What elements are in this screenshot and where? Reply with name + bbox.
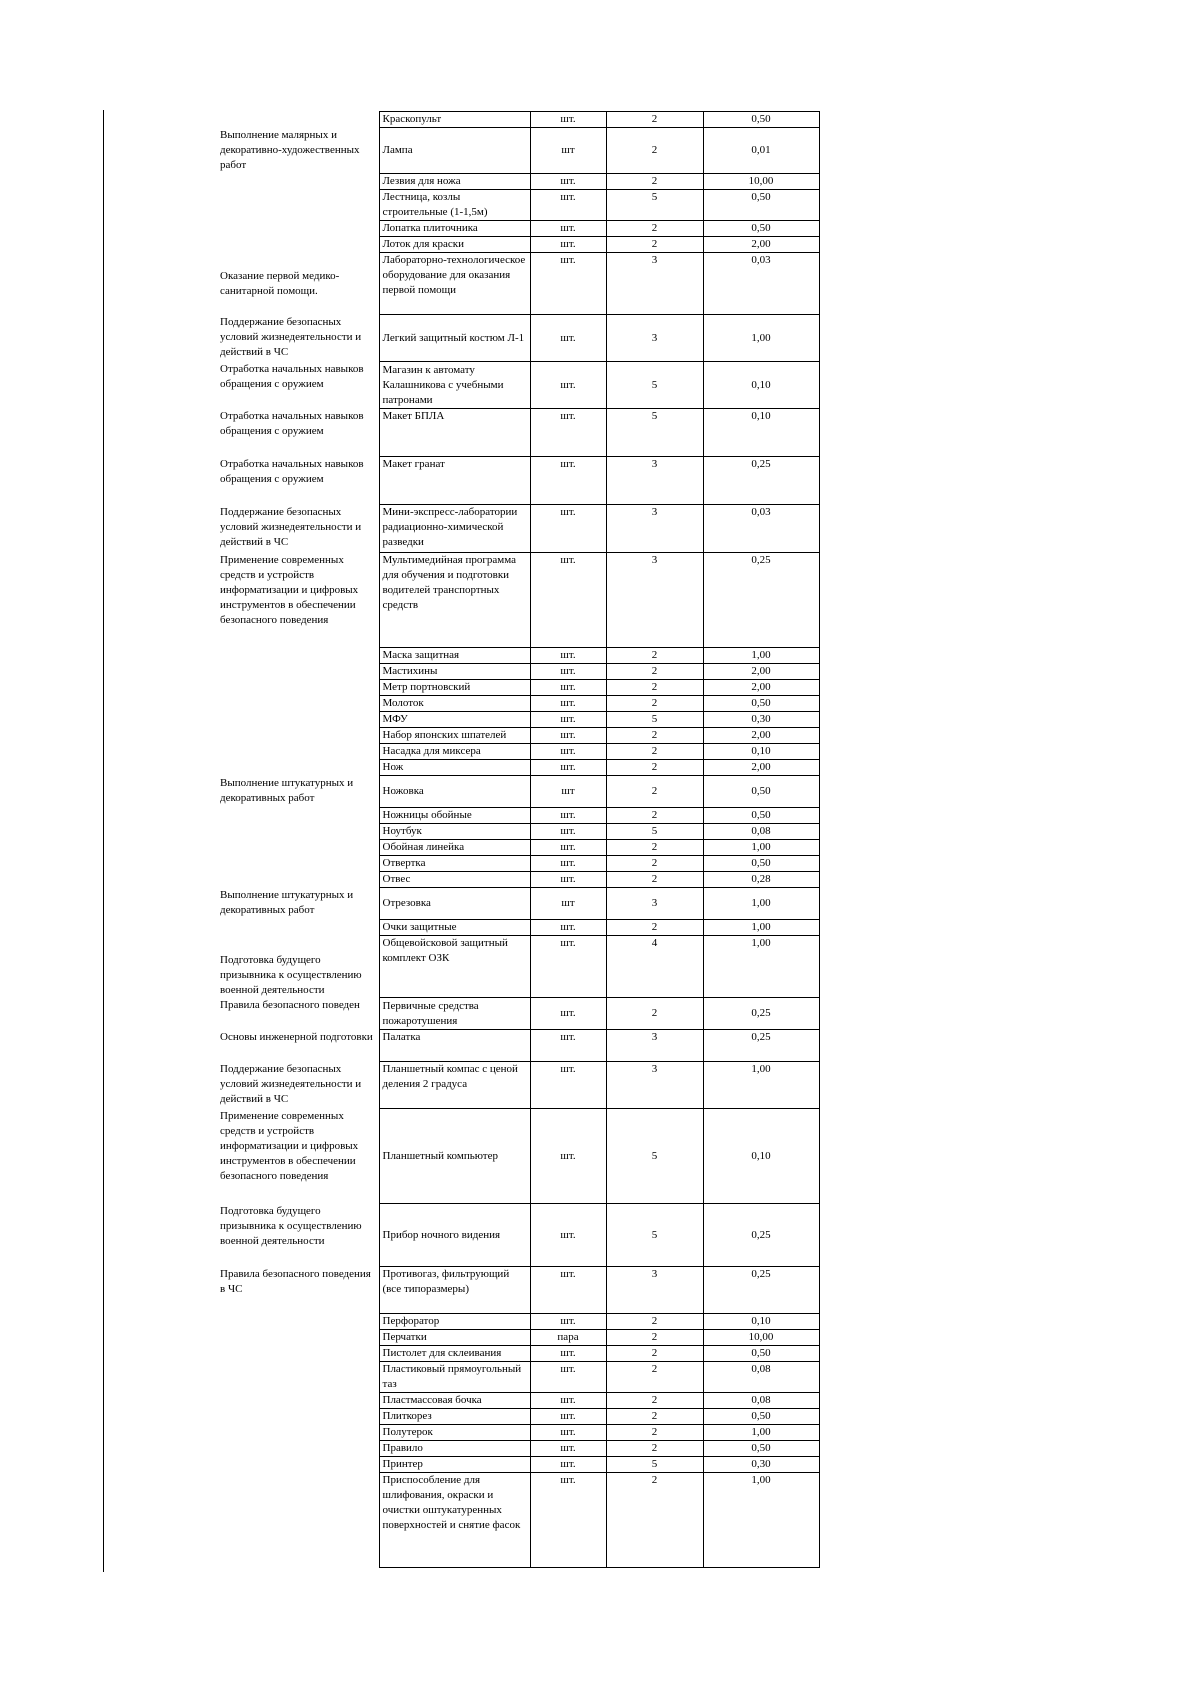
item-name-cell: Приспособление для шлифования, окраски и очистки оштукатуренных поверхностей и снятие фасок (379, 1473, 530, 1568)
quantity-cell: 2 (606, 174, 703, 190)
quantity-cell: 2 (606, 664, 703, 680)
item-name-cell: Макет гранат (379, 457, 530, 505)
activity-cell: Выполнение малярных и декоративно-художественных работ (217, 128, 379, 174)
unit-cell: шт. (530, 457, 606, 505)
item-name-cell: Перчатки (379, 1330, 530, 1346)
table-row (217, 744, 819, 760)
norm-cell: 2,00 (703, 664, 819, 680)
unit-cell: шт. (530, 221, 606, 237)
unit-cell: шт. (530, 728, 606, 744)
quantity-cell: 3 (606, 888, 703, 920)
unit-cell: шт. (530, 680, 606, 696)
activity-cell (217, 1457, 379, 1473)
unit-cell: шт. (530, 1346, 606, 1362)
table-row (217, 1330, 819, 1346)
unit-cell: шт. (530, 760, 606, 776)
activity-cell (217, 760, 379, 776)
norm-cell: 0,50 (703, 112, 819, 128)
quantity-cell: 2 (606, 1409, 703, 1425)
activity-cell: Выполнение штукатурных и декоративных работ (217, 776, 379, 808)
norm-cell: 2,00 (703, 237, 819, 253)
unit-cell: шт. (530, 1314, 606, 1330)
table-row (217, 1425, 819, 1441)
table-row (217, 856, 819, 872)
quantity-cell: 2 (606, 696, 703, 712)
quantity-cell: 2 (606, 1425, 703, 1441)
norm-cell: 0,03 (703, 253, 819, 315)
inventory-table-body (217, 112, 819, 1568)
activity-cell (217, 1314, 379, 1330)
norm-cell: 0,50 (703, 1409, 819, 1425)
unit-cell: шт. (530, 648, 606, 664)
activity-cell (217, 856, 379, 872)
quantity-cell: 5 (606, 824, 703, 840)
quantity-cell: 3 (606, 315, 703, 362)
unit-cell: шт (530, 776, 606, 808)
activity-cell (217, 1346, 379, 1362)
table-row (217, 1473, 819, 1568)
item-name-cell: Нож (379, 760, 530, 776)
table-row (217, 680, 819, 696)
quantity-cell: 2 (606, 237, 703, 253)
norm-cell: 0,50 (703, 190, 819, 221)
table-row (217, 190, 819, 221)
unit-cell: шт. (530, 936, 606, 998)
table-row (217, 253, 819, 315)
quantity-cell: 5 (606, 712, 703, 728)
norm-cell: 1,00 (703, 1062, 819, 1109)
table-row (217, 840, 819, 856)
quantity-cell: 2 (606, 112, 703, 128)
norm-cell: 0,25 (703, 553, 819, 648)
item-name-cell: Лампа (379, 128, 530, 174)
unit-cell: шт. (530, 1109, 606, 1204)
table-row (217, 1030, 819, 1062)
quantity-cell: 2 (606, 728, 703, 744)
item-name-cell: Макет БПЛА (379, 409, 530, 457)
activity-cell: Подготовка будущего призывника к осуществлению военной деятельности (217, 936, 379, 998)
activity-cell: Правила безопасного поведен (217, 998, 379, 1030)
norm-cell: 0,25 (703, 1267, 819, 1314)
activity-cell (217, 696, 379, 712)
activity-cell (217, 840, 379, 856)
norm-cell: 1,00 (703, 936, 819, 998)
quantity-cell: 4 (606, 936, 703, 998)
item-name-cell: Легкий защитный костюм Л-1 (379, 315, 530, 362)
table-row (217, 696, 819, 712)
table-row (217, 221, 819, 237)
quantity-cell: 5 (606, 1457, 703, 1473)
item-name-cell: Первичные средства пожаротушения (379, 998, 530, 1030)
norm-cell: 1,00 (703, 648, 819, 664)
unit-cell: шт. (530, 1062, 606, 1109)
norm-cell: 1,00 (703, 888, 819, 920)
norm-cell: 1,00 (703, 920, 819, 936)
item-name-cell: Противогаз, фильтрующий (все типоразмеры) (379, 1267, 530, 1314)
quantity-cell: 3 (606, 253, 703, 315)
activity-cell (217, 872, 379, 888)
norm-cell: 1,00 (703, 1425, 819, 1441)
norm-cell: 0,10 (703, 1109, 819, 1204)
item-name-cell: Ножовка (379, 776, 530, 808)
activity-cell: Применение современных средств и устройств информатизации и цифровых инструментов в обеспечении безопасного поведения (217, 553, 379, 648)
inventory-table (217, 111, 820, 1568)
unit-cell: шт. (530, 824, 606, 840)
activity-cell (217, 920, 379, 936)
norm-cell: 0,10 (703, 1314, 819, 1330)
table-row (217, 1062, 819, 1109)
activity-cell (217, 808, 379, 824)
page-margin-line (103, 110, 104, 1572)
quantity-cell: 2 (606, 680, 703, 696)
activity-cell (217, 680, 379, 696)
table-row (217, 1267, 819, 1314)
quantity-cell: 2 (606, 1473, 703, 1568)
table-row (217, 409, 819, 457)
unit-cell: шт. (530, 664, 606, 680)
item-name-cell: Пистолет для склеивания (379, 1346, 530, 1362)
item-name-cell: Полутерок (379, 1425, 530, 1441)
norm-cell: 0,50 (703, 856, 819, 872)
table-row (217, 648, 819, 664)
quantity-cell: 2 (606, 1346, 703, 1362)
quantity-cell: 2 (606, 920, 703, 936)
unit-cell: шт. (530, 409, 606, 457)
activity-cell (217, 1425, 379, 1441)
quantity-cell: 3 (606, 553, 703, 648)
unit-cell: шт. (530, 920, 606, 936)
item-name-cell: Маска защитная (379, 648, 530, 664)
norm-cell: 0,50 (703, 808, 819, 824)
table-row (217, 1314, 819, 1330)
norm-cell: 1,00 (703, 840, 819, 856)
table-row (217, 1441, 819, 1457)
norm-cell: 0,25 (703, 1204, 819, 1267)
activity-cell (217, 112, 379, 128)
norm-cell: 0,10 (703, 744, 819, 760)
table-row (217, 553, 819, 648)
quantity-cell: 2 (606, 1314, 703, 1330)
unit-cell: шт. (530, 1457, 606, 1473)
table-row (217, 664, 819, 680)
quantity-cell: 3 (606, 505, 703, 553)
norm-cell: 0,10 (703, 362, 819, 409)
item-name-cell: Общевойсковой защитный комплект ОЗК (379, 936, 530, 998)
item-name-cell: Насадка для миксера (379, 744, 530, 760)
table-row (217, 998, 819, 1030)
item-name-cell: Планшетный компьютер (379, 1109, 530, 1204)
unit-cell: шт. (530, 1204, 606, 1267)
item-name-cell: Планшетный компас с ценой деления 2 градуса (379, 1062, 530, 1109)
unit-cell: шт. (530, 856, 606, 872)
quantity-cell: 2 (606, 872, 703, 888)
item-name-cell: Метр портновский (379, 680, 530, 696)
activity-cell: Правила безопасного поведения в ЧС (217, 1267, 379, 1314)
item-name-cell: Молоток (379, 696, 530, 712)
table-row (217, 936, 819, 998)
item-name-cell: Перфоратор (379, 1314, 530, 1330)
item-name-cell: Лабораторно-технологическое оборудование для оказания первой помощи (379, 253, 530, 315)
norm-cell: 0,08 (703, 1362, 819, 1393)
unit-cell: шт. (530, 744, 606, 760)
norm-cell: 2,00 (703, 680, 819, 696)
quantity-cell: 2 (606, 221, 703, 237)
table-row (217, 808, 819, 824)
unit-cell: шт. (530, 696, 606, 712)
unit-cell: шт. (530, 1267, 606, 1314)
activity-cell (217, 174, 379, 190)
item-name-cell: Пластиковый прямоугольный таз (379, 1362, 530, 1393)
activity-cell (217, 1362, 379, 1393)
table-row (217, 1362, 819, 1393)
item-name-cell: Очки защитные (379, 920, 530, 936)
quantity-cell: 5 (606, 409, 703, 457)
quantity-cell: 3 (606, 457, 703, 505)
quantity-cell: 2 (606, 1362, 703, 1393)
norm-cell: 0,10 (703, 409, 819, 457)
item-name-cell: Ножницы обойные (379, 808, 530, 824)
quantity-cell: 2 (606, 998, 703, 1030)
activity-cell (217, 1330, 379, 1346)
unit-cell: шт. (530, 112, 606, 128)
activity-cell (217, 664, 379, 680)
unit-cell: шт. (530, 253, 606, 315)
norm-cell: 2,00 (703, 760, 819, 776)
unit-cell: шт. (530, 1441, 606, 1457)
table-row (217, 362, 819, 409)
item-name-cell: Лезвия для ножа (379, 174, 530, 190)
activity-cell (217, 190, 379, 221)
norm-cell: 0,50 (703, 1346, 819, 1362)
item-name-cell: Мультимедийная программа для обучения и подготовки водителей транспортных средств (379, 553, 530, 648)
norm-cell: 0,25 (703, 1030, 819, 1062)
item-name-cell: Ноутбук (379, 824, 530, 840)
item-name-cell: Магазин к автомату Калашникова с учебными патронами (379, 362, 530, 409)
activity-cell: Применение современных средств и устройств информатизации и цифровых инструментов в обеспечении безопасного поведения (217, 1109, 379, 1204)
norm-cell: 0,30 (703, 712, 819, 728)
table-row (217, 1204, 819, 1267)
norm-cell: 1,00 (703, 315, 819, 362)
activity-cell (217, 824, 379, 840)
activity-cell (217, 221, 379, 237)
norm-cell: 0,50 (703, 221, 819, 237)
norm-cell: 0,25 (703, 457, 819, 505)
norm-cell: 0,30 (703, 1457, 819, 1473)
table-row (217, 728, 819, 744)
unit-cell: шт. (530, 174, 606, 190)
activity-cell: Основы инженерной подготовки (217, 1030, 379, 1062)
norm-cell: 0,50 (703, 776, 819, 808)
activity-cell (217, 237, 379, 253)
quantity-cell: 2 (606, 1393, 703, 1409)
table-row (217, 457, 819, 505)
quantity-cell: 3 (606, 1062, 703, 1109)
norm-cell: 0,25 (703, 998, 819, 1030)
table-row (217, 1109, 819, 1204)
unit-cell: шт. (530, 505, 606, 553)
item-name-cell: Отвес (379, 872, 530, 888)
unit-cell: шт. (530, 362, 606, 409)
activity-cell: Поддержание безопасных условий жизнедеятельности и действий в ЧС (217, 1062, 379, 1109)
quantity-cell: 2 (606, 744, 703, 760)
unit-cell: пара (530, 1330, 606, 1346)
table-row (217, 128, 819, 174)
item-name-cell: Лопатка плиточника (379, 221, 530, 237)
quantity-cell: 3 (606, 1030, 703, 1062)
quantity-cell: 5 (606, 362, 703, 409)
quantity-cell: 2 (606, 1330, 703, 1346)
item-name-cell: Лоток для краски (379, 237, 530, 253)
table-row (217, 872, 819, 888)
norm-cell: 0,08 (703, 824, 819, 840)
item-name-cell: Палатка (379, 1030, 530, 1062)
activity-cell (217, 648, 379, 664)
norm-cell: 0,08 (703, 1393, 819, 1409)
quantity-cell: 3 (606, 1267, 703, 1314)
unit-cell: шт. (530, 190, 606, 221)
quantity-cell: 2 (606, 1441, 703, 1457)
activity-cell (217, 1441, 379, 1457)
item-name-cell: Мастихины (379, 664, 530, 680)
unit-cell: шт. (530, 712, 606, 728)
table-row (217, 315, 819, 362)
quantity-cell: 2 (606, 808, 703, 824)
quantity-cell: 5 (606, 1109, 703, 1204)
unit-cell: шт. (530, 1473, 606, 1568)
quantity-cell: 5 (606, 1204, 703, 1267)
activity-cell: Отработка начальных навыков обращения с оружием (217, 457, 379, 505)
table-row (217, 1346, 819, 1362)
activity-cell: Выполнение штукатурных и декоративных работ (217, 888, 379, 920)
norm-cell: 0,03 (703, 505, 819, 553)
norm-cell: 0,01 (703, 128, 819, 174)
unit-cell: шт. (530, 1030, 606, 1062)
item-name-cell: Отрезовка (379, 888, 530, 920)
item-name-cell: Пластмассовая бочка (379, 1393, 530, 1409)
norm-cell: 0,28 (703, 872, 819, 888)
table-row (217, 174, 819, 190)
activity-cell (217, 1393, 379, 1409)
quantity-cell: 2 (606, 776, 703, 808)
activity-cell (217, 1409, 379, 1425)
norm-cell: 10,00 (703, 1330, 819, 1346)
activity-cell: Поддержание безопасных условий жизнедеятельности и действий в ЧС (217, 505, 379, 553)
quantity-cell: 2 (606, 648, 703, 664)
item-name-cell: Прибор ночного видения (379, 1204, 530, 1267)
activity-cell (217, 728, 379, 744)
norm-cell: 2,00 (703, 728, 819, 744)
quantity-cell: 2 (606, 840, 703, 856)
activity-cell: Отработка начальных навыков обращения с оружием (217, 409, 379, 457)
norm-cell: 10,00 (703, 174, 819, 190)
quantity-cell: 2 (606, 856, 703, 872)
activity-cell: Оказание первой медико-санитарной помощи. (217, 253, 379, 315)
norm-cell: 1,00 (703, 1473, 819, 1568)
table-row (217, 712, 819, 728)
item-name-cell: Лестница, козлы строительные (1-1,5м) (379, 190, 530, 221)
table-row (217, 505, 819, 553)
table-row (217, 1393, 819, 1409)
item-name-cell: Обойная линейка (379, 840, 530, 856)
unit-cell: шт. (530, 315, 606, 362)
unit-cell: шт (530, 128, 606, 174)
table-row (217, 1409, 819, 1425)
table-row (217, 920, 819, 936)
unit-cell: шт. (530, 1362, 606, 1393)
table-row (217, 1457, 819, 1473)
activity-cell (217, 1473, 379, 1568)
unit-cell: шт. (530, 998, 606, 1030)
unit-cell: шт. (530, 840, 606, 856)
item-name-cell: Принтер (379, 1457, 530, 1473)
table-row (217, 237, 819, 253)
norm-cell: 0,50 (703, 1441, 819, 1457)
unit-cell: шт. (530, 237, 606, 253)
activity-cell (217, 744, 379, 760)
activity-cell: Отработка начальных навыков обращения с оружием (217, 362, 379, 409)
unit-cell: шт. (530, 1425, 606, 1441)
item-name-cell: Мини-экспресс-лаборатории радиационно-химической разведки (379, 505, 530, 553)
quantity-cell: 2 (606, 760, 703, 776)
quantity-cell: 2 (606, 128, 703, 174)
table-row (217, 112, 819, 128)
unit-cell: шт. (530, 1409, 606, 1425)
table-row (217, 776, 819, 808)
item-name-cell: Набор японских шпателей (379, 728, 530, 744)
unit-cell: шт. (530, 1393, 606, 1409)
unit-cell: шт. (530, 553, 606, 648)
unit-cell: шт. (530, 808, 606, 824)
table-row (217, 824, 819, 840)
item-name-cell: МФУ (379, 712, 530, 728)
activity-cell: Подготовка будущего призывника к осуществлению военной деятельности (217, 1204, 379, 1267)
table-row (217, 760, 819, 776)
quantity-cell: 5 (606, 190, 703, 221)
activity-cell (217, 712, 379, 728)
item-name-cell: Правило (379, 1441, 530, 1457)
norm-cell: 0,50 (703, 696, 819, 712)
item-name-cell: Плиткорез (379, 1409, 530, 1425)
item-name-cell: Отвертка (379, 856, 530, 872)
unit-cell: шт (530, 888, 606, 920)
item-name-cell: Краскопульт (379, 112, 530, 128)
unit-cell: шт. (530, 872, 606, 888)
table-row (217, 888, 819, 920)
activity-cell: Поддержание безопасных условий жизнедеятельности и действий в ЧС (217, 315, 379, 362)
